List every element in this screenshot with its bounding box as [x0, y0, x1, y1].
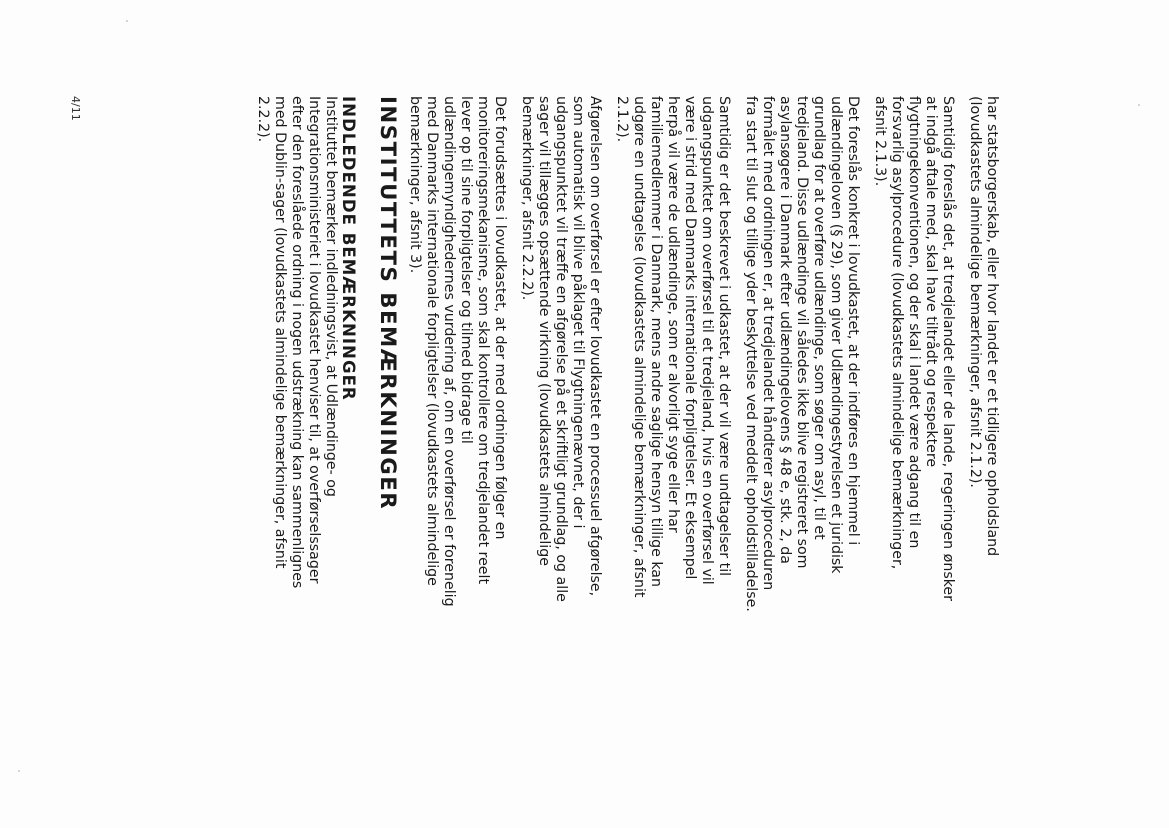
- paragraph-3: Det foreslås konkret i lovudkastet, at der indføres en hjemmel i udlændingeloven (§ 29), som giver Udlændingestyrelsen et juridisk grundlag for at overføre udlændinge, som søger om asyl, til et tredjeland. Disse udlændinge vil således ikke blive registreret som asylansøgere i Danmark efter udlændingelovens § 48 e, stk. 2, da formålet med ordningen er, at tredjelandet håndterer asylproceduren fra start til slut og tillige yder beskyttelse ved meddelt opholdstilladelse.: [743, 96, 861, 612]
- scan-speck: [126, 20, 128, 22]
- paragraph-closing: Instituttet bemærker indledningsvist, at Udlændinge- og Integrationsministeriet i lovudkastet henviser til, at overførselssager efter den foreslåede ordning i nogen udstrækning kan sammenlignes med Dublin-sager (lovudkastets almindelige bemærkninger, afsnit 2.2.2).: [255, 96, 339, 589]
- paragraph-2: Samtidig foreslås det, at tredjelandet eller de lande, regeringen ønsker at indgå aftale med, skal have tiltrådt og respektere flygtningekonventionen, og der skal i landet være adgang til en forsvarlig asylprocedure (lovudkastets almindelige bemærkninger, afsnit 2.1.3).: [872, 96, 956, 601]
- section-heading: INSTITUTTETS BEMÆRKNINGER: [375, 96, 400, 511]
- scan-speck: [18, 770, 20, 772]
- paragraph-4: Samtidig er det beskrevet i udkastet, at der vil være undtagelser til udgangspunktet om overførsel til et tredjeland, hvis en overførsel vil være i strid med Danmarks internationale forpligtelser. Et eksempel herpå vil være de udlændinge, som er alvorligt syge eller har familiemedlemmer i Danmark, mens andre saglige hensyn tillige kan udgøre en undtagelse (lovudkastets almindelige bemærkninger, afsnit 2.1.2).: [614, 96, 732, 598]
- scan-speck: [1138, 104, 1140, 106]
- document-body: [255, 96, 1000, 736]
- paragraph-6: Det forudsættes i lovudkastet, at der med ordningen følger en monitoreringsmekanisme, som skal kontrollere om tredjelandet reelt lever op til sine forpligtelser og tilmed bidrage til udlændingemyndighedernes vurdering af, om en overførsel er forenelig med Danmarks internationale forpligtelser (lovudkastets almindelige bemærkninger, afsnit 3).: [407, 96, 508, 607]
- paragraph-5: Afgørelsen om overførsel er efter lovudkastet en processuel afgørelse, som automatisk vil blive påklaget til Flygtningenævnet, der i udgangspunktet vil træffe en afgørelse på et skriftligt grundlag, og alle sager vil tillægges opsættende virkning (lovudkastets almindelige bemærkninger, afsnit 2.2.2).: [519, 96, 603, 602]
- page-number: 4/11: [69, 96, 82, 121]
- subsection-heading: INDLEDENDE BEMÆRKNINGER: [339, 96, 358, 401]
- paragraph-1: har statsborgerskab, eller hvor landet er et tidligere opholdsland (lovudkastets almindelige bemærkninger, afsnit 2.1.2).: [967, 96, 1000, 557]
